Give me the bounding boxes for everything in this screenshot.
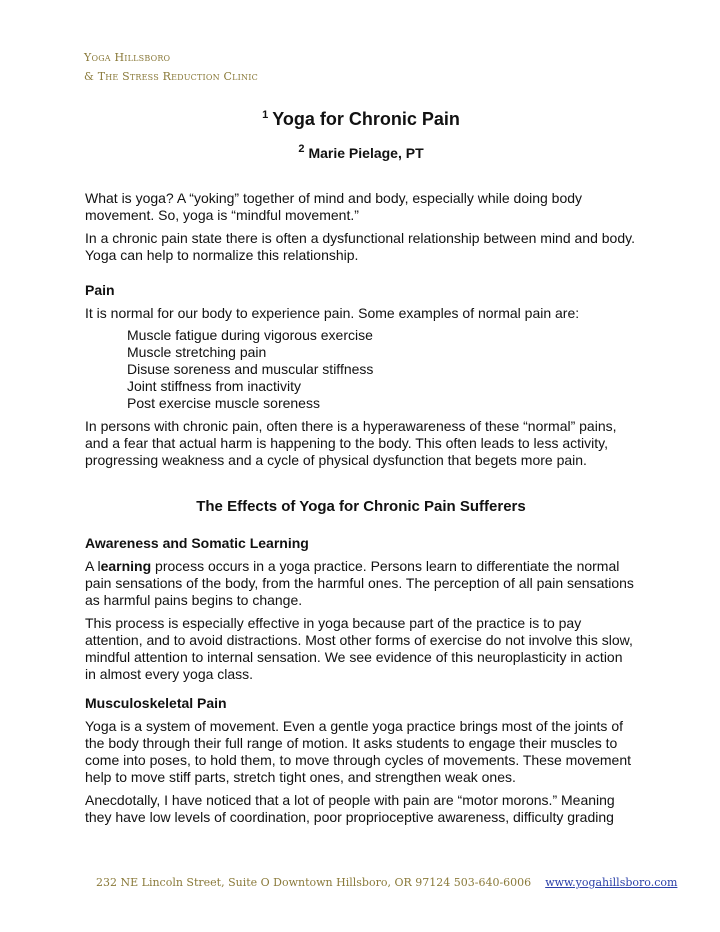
list-item: Joint stiffness from inactivity xyxy=(127,378,302,394)
list-item: Post exercise muscle soreness xyxy=(127,395,320,411)
normal-pain-examples-list xyxy=(85,327,637,412)
musculoskeletal-paragraph-2: Anecdotally, I have noticed that a lot of people with pain are “motor morons.” Meaning they have low levels of coordination, poor proprioceptive awareness, difficulty grading xyxy=(85,792,615,825)
chronic-pain-paragraph: In persons with chronic pain, often there is a hyperawareness of these “normal” pains, and a fear that actual harm is happening to the body. This often leads to less activity, progressing weakness and a cycle of physical dysfunction that begets more pain. xyxy=(85,418,617,468)
pain-lead-paragraph: It is normal for our body to experience pain. Some examples of normal pain are: xyxy=(85,305,580,321)
list-item: Disuse soreness and muscular stiffness xyxy=(127,361,374,377)
list-item: Muscle fatigue during vigorous exercise xyxy=(127,327,373,343)
document-title xyxy=(85,108,637,130)
effects-heading: The Effects of Yoga for Chronic Pain Sufferers xyxy=(196,498,526,515)
author-footnote-marker: 2 xyxy=(298,143,305,156)
website-link[interactable]: www.yogahillsboro.com xyxy=(545,876,678,889)
awareness-paragraph-1 xyxy=(85,558,637,609)
letterhead-line-2: & The Stress Reduction Clinic xyxy=(84,70,258,83)
title-text: Yoga for Chronic Pain xyxy=(272,109,460,129)
awareness-heading: Awareness and Somatic Learning xyxy=(85,535,309,551)
document-body xyxy=(85,108,637,826)
musculoskeletal-heading: Musculoskeletal Pain xyxy=(85,695,227,711)
title-footnote-marker: 1 xyxy=(262,109,269,121)
learning-emphasis: earning xyxy=(100,558,152,574)
intro-paragraph-1: What is yoga? A “yoking” together of mind and body, especially while doing body movement. So, yoga is “mindful movement.” xyxy=(85,190,583,223)
awareness-p1-rest: process occurs in a yoga practice. Persons learn to differentiate the normal pain sensations of the body, from the harmful ones. The perception of all pain sensations as harmful pains begins to change. xyxy=(85,558,634,608)
footer xyxy=(96,876,677,889)
awareness-paragraph-2: This process is especially effective in yoga because part of the practice is to pay attention, and to avoid distractions. Most other forms of exercise do not involve this slow, mindful attention to internal sensation. We see evidence of this neuroplasticity in action in almost every yoga class. xyxy=(85,615,633,682)
pain-heading: Pain xyxy=(85,282,115,298)
intro-paragraph-2: In a chronic pain state there is often a dysfunctional relationship between mind and body. Yoga can help to normalize this relationship. xyxy=(85,230,635,263)
list-item: Muscle stretching pain xyxy=(127,344,267,360)
awareness-p1-start: A l xyxy=(85,558,101,574)
letterhead-line-1: Yoga Hillsboro xyxy=(84,51,171,64)
footer-address: 232 NE Lincoln Street, Suite O Downtown Hillsboro, OR 97124 503-640-6006 xyxy=(96,876,532,889)
author-name: Marie Pielage, PT xyxy=(308,145,424,161)
author-line xyxy=(85,144,637,162)
letterhead xyxy=(84,48,258,86)
musculoskeletal-paragraph-1: Yoga is a system of movement. Even a gentle yoga practice brings most of the joints of the body through their full range of motion. It asks students to engage their muscles to come into poses, to hold them, to move through cycles of movements. These movement help to move stiff parts, stretch tight ones, and strengthen weak ones. xyxy=(85,718,632,785)
